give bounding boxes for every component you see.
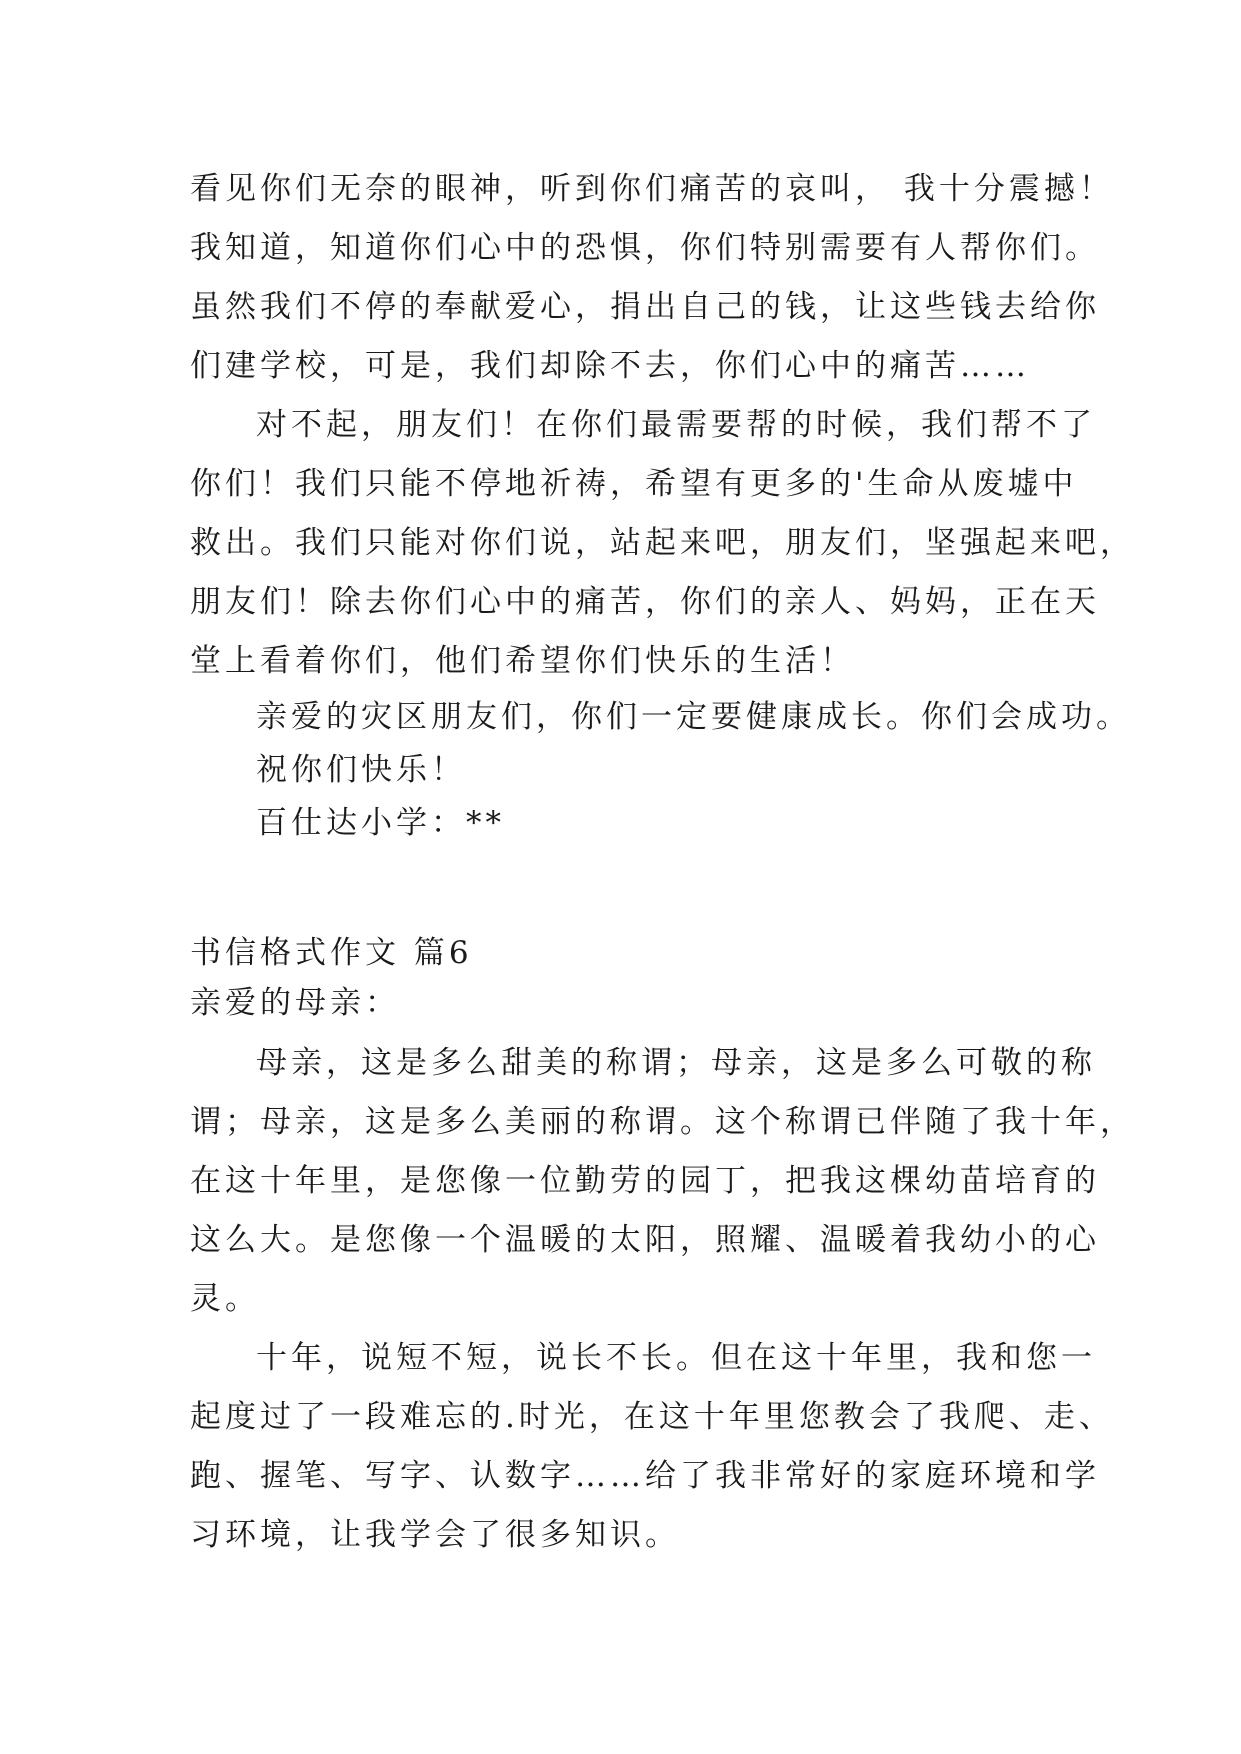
section-gap xyxy=(190,850,1070,928)
text-line: 灵。 xyxy=(190,1281,260,1317)
document-page xyxy=(190,160,1135,1565)
text-line: 在这十年里，是您像一位勤劳的园丁，把我这棵幼苗培育的 xyxy=(190,1163,1100,1199)
letter5-closing2: 祝你们快乐！ xyxy=(256,752,466,788)
text-line: 母亲，这是多么甜美的称谓；母亲，这是多么可敬的称 xyxy=(256,1045,1096,1081)
text-line: 这么大。是您像一个温暖的太阳，照耀、温暖着我幼小的心 xyxy=(190,1222,1100,1258)
letter6-title: 书信格式作文 篇6 xyxy=(190,935,473,971)
text-line: 我知道，知道你们心中的恐惧，你们特别需要有人帮你们。 xyxy=(190,230,1100,266)
letter5-closing1: 亲爱的灾区朋友们，你们一定要健康成长。你们会成功。 xyxy=(256,699,1131,735)
letter6-salutation: 亲爱的母亲： xyxy=(190,985,400,1021)
letter5-signature: 百仕达小学：** xyxy=(256,805,505,841)
text-line: 朋友们！除去你们心中的痛苦，你们的亲人、妈妈，正在天 xyxy=(190,584,1100,620)
text-line: 救出。我们只能对你们说，站起来吧，朋友们，坚强起来吧， xyxy=(190,525,1135,561)
text-line: 看见你们无奈的眼神，听到你们痛苦的哀叫， 我十分震撼！ xyxy=(190,171,1114,207)
letter5-paragraph2 xyxy=(190,396,1135,691)
text-line: 谓；母亲，这是多么美丽的称谓。这个称谓已伴随了我十年， xyxy=(190,1104,1135,1140)
text-line: 十年，说短不短，说长不长。但在这十年里，我和您一 xyxy=(256,1340,1096,1376)
letter6-paragraph1 xyxy=(190,1034,1135,1329)
text-line: 起度过了一段难忘的.时光，在这十年里您教会了我爬、走、 xyxy=(190,1399,1114,1435)
text-line: 堂上看着你们，他们希望你们快乐的生活！ xyxy=(190,643,855,679)
letter5-paragraph1 xyxy=(190,160,1114,396)
text-line: 虽然我们不停的奉献爱心，捐出自己的钱，让这些钱去给你 xyxy=(190,289,1100,325)
letter6-paragraph2 xyxy=(190,1329,1114,1565)
text-line: 们建学校，可是，我们却除不去，你们心中的痛苦…… xyxy=(190,348,1030,384)
text-line: 习环境，让我学会了很多知识。 xyxy=(190,1517,680,1553)
text-line: 对不起，朋友们！在你们最需要帮的时候，我们帮不了 xyxy=(256,407,1096,443)
text-line: 你们！我们只能不停地祈祷，希望有更多的'生命从废墟中 xyxy=(190,466,1078,502)
text-line: 跑、握笔、写字、认数字……给了我非常好的家庭环境和学 xyxy=(190,1458,1100,1494)
